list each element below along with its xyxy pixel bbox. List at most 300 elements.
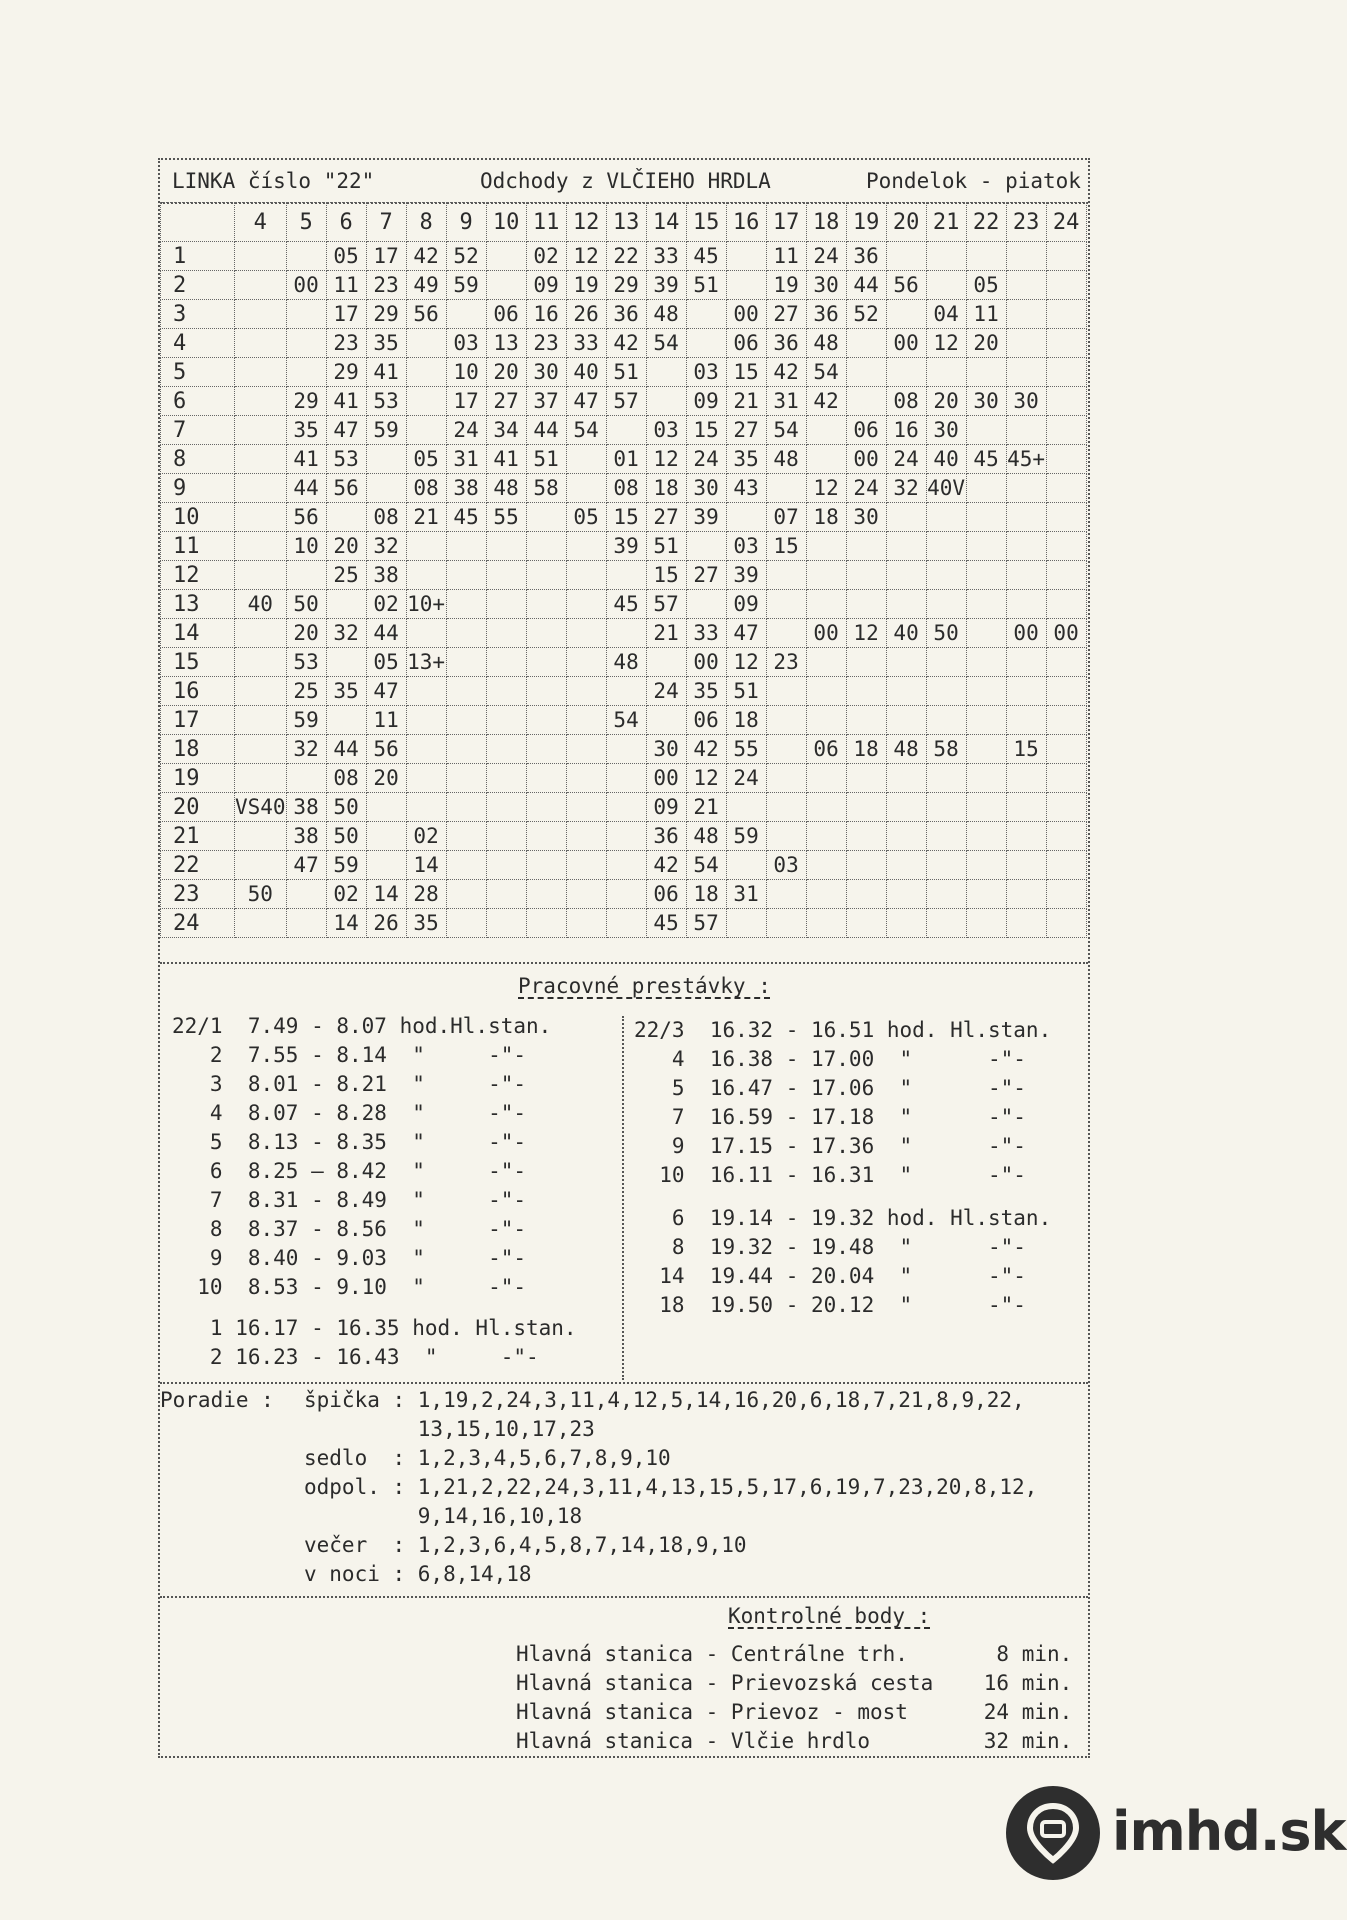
departure-cell [1006, 300, 1046, 329]
departure-cell: 05 [366, 648, 406, 677]
departure-cell: VS40 [235, 793, 287, 822]
row-number: 7 [161, 416, 235, 445]
order-line: v noci : 6,8,14,18 [304, 1562, 532, 1586]
departure-cell: 35 [326, 677, 366, 706]
table-row [161, 503, 1087, 532]
table-row [161, 532, 1087, 561]
row-number: 14 [161, 619, 235, 648]
departure-cell [446, 880, 486, 909]
departure-cell: 39 [726, 561, 766, 590]
departure-cell: 36 [846, 242, 886, 271]
break-line: 10 16.11 - 16.31 " -"- [634, 1163, 1026, 1187]
departure-cell [966, 851, 1006, 880]
departure-cell: 58 [526, 474, 566, 503]
order-line: sedlo : 1,2,3,4,5,6,7,8,9,10 [304, 1446, 671, 1470]
departure-cell [966, 474, 1006, 503]
departure-cell: 44 [366, 619, 406, 648]
departure-cell: 20 [326, 532, 366, 561]
departure-cell: 28 [406, 880, 446, 909]
departure-cell: 30 [526, 358, 566, 387]
departure-cell: 54 [766, 416, 806, 445]
departure-cell [846, 822, 886, 851]
departure-cell [646, 706, 686, 735]
departure-cell [606, 561, 646, 590]
departure-cell: 50 [326, 822, 366, 851]
departure-cell [446, 300, 486, 329]
departure-cell: 17 [366, 242, 406, 271]
departure-cell: 19 [766, 271, 806, 300]
departure-cell: 30 [926, 416, 966, 445]
departure-cell: 53 [326, 445, 366, 474]
departure-cell [566, 561, 606, 590]
hour-header: 17 [766, 203, 806, 242]
departure-cell: 48 [886, 735, 926, 764]
departure-cell: 48 [806, 329, 846, 358]
departure-cell [926, 532, 966, 561]
departure-cell [486, 706, 526, 735]
departure-cell [926, 503, 966, 532]
break-line: 8 19.32 - 19.48 " -"- [634, 1235, 1026, 1259]
break-line: 14 19.44 - 20.04 " -"- [634, 1264, 1026, 1288]
departure-cell: 02 [366, 590, 406, 619]
hour-header: 8 [406, 203, 446, 242]
departure-cell: 38 [286, 822, 326, 851]
departure-cell [486, 822, 526, 851]
departure-cell: 58 [926, 735, 966, 764]
departure-cell [926, 764, 966, 793]
departure-cell [406, 619, 446, 648]
row-number: 20 [161, 793, 235, 822]
departure-cell: 20 [366, 764, 406, 793]
table-row [161, 387, 1087, 416]
departure-cell: 24 [806, 242, 846, 271]
table-row [161, 474, 1087, 503]
departure-cell: 15 [766, 532, 806, 561]
departure-cell [726, 793, 766, 822]
departure-cell [286, 358, 326, 387]
departure-cell: 51 [686, 271, 726, 300]
departure-cell [235, 706, 287, 735]
departure-cell: 32 [366, 532, 406, 561]
departure-cell [926, 909, 966, 938]
departure-cell: 50 [326, 793, 366, 822]
departure-cell: 11 [326, 271, 366, 300]
departure-cell [886, 822, 926, 851]
departure-cell: 51 [646, 532, 686, 561]
departure-cell: 52 [846, 300, 886, 329]
hour-header: 12 [566, 203, 606, 242]
departure-cell [846, 880, 886, 909]
departure-cell: 06 [686, 706, 726, 735]
departure-cell: 54 [806, 358, 846, 387]
table-row [161, 358, 1087, 387]
table-row [161, 445, 1087, 474]
departure-cell [926, 880, 966, 909]
departure-cell: 19 [566, 271, 606, 300]
departure-cell: 00 [686, 648, 726, 677]
break-line: 6 19.14 - 19.32 hod. Hl.stan. [634, 1206, 1052, 1230]
departure-cell: 31 [766, 387, 806, 416]
departure-cell: 29 [286, 387, 326, 416]
departure-cell [526, 706, 566, 735]
departure-cell [1006, 416, 1046, 445]
row-number-header [161, 203, 235, 242]
departure-cell: 45 [686, 242, 726, 271]
departure-cell [1046, 474, 1086, 503]
departure-cell: 42 [646, 851, 686, 880]
departure-cell [1006, 532, 1046, 561]
departure-cell [1046, 648, 1086, 677]
departure-cell: 20 [486, 358, 526, 387]
departure-cell: 06 [486, 300, 526, 329]
departure-cell [446, 822, 486, 851]
departure-cell: 42 [606, 329, 646, 358]
departure-cell: 29 [606, 271, 646, 300]
departure-cell [486, 561, 526, 590]
departure-cell [846, 909, 886, 938]
departure-cell [1046, 358, 1086, 387]
departure-cell: 26 [366, 909, 406, 938]
departure-cell [606, 764, 646, 793]
departure-cell [966, 590, 1006, 619]
departure-cell: 09 [526, 271, 566, 300]
departure-cell [646, 358, 686, 387]
departure-cell: 56 [326, 474, 366, 503]
row-number: 13 [161, 590, 235, 619]
departure-cell [286, 242, 326, 271]
departure-cell: 16 [886, 416, 926, 445]
departure-cell [235, 735, 287, 764]
departure-cell: 10 [446, 358, 486, 387]
departure-cell [526, 561, 566, 590]
departure-cell [1046, 532, 1086, 561]
departure-cell [1046, 764, 1086, 793]
departure-cell: 14 [366, 880, 406, 909]
departure-cell: 23 [766, 648, 806, 677]
departure-cell [366, 474, 406, 503]
departure-cell: 35 [406, 909, 446, 938]
departure-cell: 24 [886, 445, 926, 474]
departure-cell [1046, 300, 1086, 329]
departure-cell [486, 793, 526, 822]
departure-cell: 25 [286, 677, 326, 706]
departure-cell: 59 [366, 416, 406, 445]
departure-cell [606, 619, 646, 648]
departure-cell [566, 590, 606, 619]
departure-cell [606, 416, 646, 445]
departure-cell: 36 [766, 329, 806, 358]
table-row [161, 851, 1087, 880]
departure-cell [1006, 271, 1046, 300]
departure-cell: 21 [646, 619, 686, 648]
break-line: 1 16.17 - 16.35 hod. Hl.stan. [172, 1316, 577, 1340]
row-number: 1 [161, 242, 235, 271]
departure-cell: 14 [406, 851, 446, 880]
departure-cell [486, 880, 526, 909]
departure-cell [446, 677, 486, 706]
departure-cell [886, 242, 926, 271]
departure-cell [235, 271, 287, 300]
departure-cell [966, 503, 1006, 532]
departure-cell [366, 445, 406, 474]
departure-cell [886, 300, 926, 329]
departure-cell [566, 851, 606, 880]
table-row [161, 329, 1087, 358]
departure-cell: 51 [526, 445, 566, 474]
departure-cell [886, 706, 926, 735]
departure-cell: 36 [806, 300, 846, 329]
departure-cell: 08 [366, 503, 406, 532]
days-label: Pondelok - piatok [866, 169, 1081, 193]
departure-cell [806, 445, 846, 474]
departure-cell: 00 [286, 271, 326, 300]
departure-cell [846, 677, 886, 706]
departure-cell: 54 [646, 329, 686, 358]
departure-cell: 51 [726, 677, 766, 706]
breaks-divider [622, 1016, 624, 1380]
departure-cell [406, 416, 446, 445]
row-number: 16 [161, 677, 235, 706]
departure-cell: 48 [766, 445, 806, 474]
departure-cell: 51 [606, 358, 646, 387]
departure-cell [1006, 677, 1046, 706]
departure-cell: 30 [846, 503, 886, 532]
departure-cell [526, 880, 566, 909]
departure-cell [966, 648, 1006, 677]
table-row [161, 793, 1087, 822]
departure-cell: 50 [286, 590, 326, 619]
departure-cell: 44 [326, 735, 366, 764]
departure-cell [846, 532, 886, 561]
departure-cell [806, 851, 846, 880]
departure-cell [926, 677, 966, 706]
departure-cell [235, 503, 287, 532]
departure-cell: 59 [286, 706, 326, 735]
departure-cell: 17 [446, 387, 486, 416]
departure-cell: 27 [486, 387, 526, 416]
departure-cell: 02 [406, 822, 446, 851]
departure-cell [766, 561, 806, 590]
departure-cell [1006, 793, 1046, 822]
departure-cell [686, 329, 726, 358]
departure-cell: 44 [846, 271, 886, 300]
break-line: 9 17.15 - 17.36 " -"- [634, 1134, 1026, 1158]
departure-cell: 15 [686, 416, 726, 445]
departure-cell [1006, 822, 1046, 851]
departure-cell [1046, 329, 1086, 358]
departure-cell [526, 503, 566, 532]
departure-cell [235, 300, 287, 329]
departure-cell: 00 [1046, 619, 1086, 648]
departure-cell: 09 [726, 590, 766, 619]
hour-header: 18 [806, 203, 846, 242]
departure-cell [566, 793, 606, 822]
departure-cell [286, 880, 326, 909]
departure-cell: 12 [926, 329, 966, 358]
departure-cell [235, 619, 287, 648]
departure-cell: 13+ [406, 648, 446, 677]
departure-cell: 03 [446, 329, 486, 358]
departure-cell [886, 503, 926, 532]
departure-cell [766, 764, 806, 793]
departure-cell: 05 [326, 242, 366, 271]
departure-cell: 42 [766, 358, 806, 387]
departure-cell [766, 706, 806, 735]
departure-cell [1006, 503, 1046, 532]
departure-cell [526, 619, 566, 648]
imhd-logo-icon [1006, 1786, 1100, 1880]
departure-cell: 24 [846, 474, 886, 503]
departure-cell [606, 851, 646, 880]
departure-cell: 00 [1006, 619, 1046, 648]
departure-cell [606, 735, 646, 764]
departure-cell: 12 [726, 648, 766, 677]
departure-cell: 42 [686, 735, 726, 764]
departure-cell [926, 561, 966, 590]
departure-cell [1046, 445, 1086, 474]
departure-cell [446, 851, 486, 880]
table-row [161, 880, 1087, 909]
hour-header: 21 [926, 203, 966, 242]
departure-cell: 45 [446, 503, 486, 532]
departure-cell [806, 648, 846, 677]
departure-cell [486, 677, 526, 706]
departure-cell [966, 764, 1006, 793]
order-line: 13,15,10,17,23 [304, 1417, 595, 1441]
departure-cell [526, 648, 566, 677]
departure-cell: 03 [766, 851, 806, 880]
departure-cell [966, 532, 1006, 561]
departure-cell [446, 793, 486, 822]
departure-cell: 23 [366, 271, 406, 300]
break-line: 22/1 7.49 - 8.07 hod.Hl.stan. [172, 1014, 552, 1038]
break-line: 2 16.23 - 16.43 " -"- [172, 1345, 539, 1369]
hour-header: 24 [1046, 203, 1086, 242]
departure-cell [846, 329, 886, 358]
departure-cell: 44 [526, 416, 566, 445]
breaks-section [160, 962, 1088, 1384]
departure-cell: 18 [846, 735, 886, 764]
row-number: 5 [161, 358, 235, 387]
departure-cell: 42 [406, 242, 446, 271]
departure-cell [235, 532, 287, 561]
table-row [161, 590, 1087, 619]
departure-cell [766, 619, 806, 648]
departure-cell: 23 [326, 329, 366, 358]
departure-cell [235, 445, 287, 474]
departure-cell: 42 [806, 387, 846, 416]
departure-cell [926, 242, 966, 271]
departure-cell: 24 [726, 764, 766, 793]
departure-cell [1046, 677, 1086, 706]
table-row [161, 706, 1087, 735]
departure-cell: 56 [886, 271, 926, 300]
departure-cell [486, 851, 526, 880]
table-row [161, 909, 1087, 938]
hour-header: 4 [235, 203, 287, 242]
break-line: 5 8.13 - 8.35 " -"- [172, 1130, 527, 1154]
order-label: Poradie : [160, 1388, 274, 1412]
order-line: špička : 1,19,2,24,3,11,4,12,5,14,16,20,6,18,7,21,8,9,22, [304, 1388, 1025, 1412]
table-row [161, 242, 1087, 271]
departure-cell: 11 [366, 706, 406, 735]
departure-cell: 15 [606, 503, 646, 532]
departure-cell [846, 358, 886, 387]
departure-cell [235, 358, 287, 387]
departure-cell [486, 648, 526, 677]
departure-cell: 39 [606, 532, 646, 561]
departure-cell: 49 [406, 271, 446, 300]
departure-cell [966, 358, 1006, 387]
departure-cell: 41 [326, 387, 366, 416]
departure-cell [686, 532, 726, 561]
departure-cell: 41 [486, 445, 526, 474]
departure-cell [235, 416, 287, 445]
departure-cell [766, 822, 806, 851]
checkpoint-line: Hlavná stanica - Vlčie hrdlo 32 min. [516, 1729, 1073, 1753]
departure-cell [286, 300, 326, 329]
departure-cell: 33 [566, 329, 606, 358]
departure-cell: 39 [646, 271, 686, 300]
departure-cell [566, 677, 606, 706]
departure-cell [526, 793, 566, 822]
departure-cell [1006, 648, 1046, 677]
departure-cell [235, 677, 287, 706]
departure-cell: 31 [446, 445, 486, 474]
hour-header: 19 [846, 203, 886, 242]
departure-cell: 57 [646, 590, 686, 619]
departure-cell: 54 [686, 851, 726, 880]
departure-cell: 47 [566, 387, 606, 416]
order-line: 9,14,16,10,18 [304, 1504, 583, 1528]
departure-cell: 38 [446, 474, 486, 503]
row-number: 19 [161, 764, 235, 793]
break-line: 5 16.47 - 17.06 " -"- [634, 1076, 1026, 1100]
departure-cell: 56 [406, 300, 446, 329]
departure-cell: 08 [326, 764, 366, 793]
departure-cell [406, 677, 446, 706]
departure-cell [1046, 822, 1086, 851]
breaks-right-column [634, 1016, 1051, 1320]
line-number: LINKA číslo "22" [172, 169, 375, 193]
departure-cell: 17 [326, 300, 366, 329]
departure-cell [406, 561, 446, 590]
departure-cell: 27 [686, 561, 726, 590]
departure-cell [366, 851, 406, 880]
table-row [161, 822, 1087, 851]
hour-header: 11 [526, 203, 566, 242]
departure-cell: 59 [326, 851, 366, 880]
departure-cell: 35 [366, 329, 406, 358]
departure-cell [566, 648, 606, 677]
departure-cell: 34 [486, 416, 526, 445]
departure-cell [886, 648, 926, 677]
departure-cell [926, 851, 966, 880]
departure-cell [486, 764, 526, 793]
departure-cell: 48 [686, 822, 726, 851]
departure-cell [486, 532, 526, 561]
departure-cell [406, 793, 446, 822]
departure-cell [806, 822, 846, 851]
departure-cell: 26 [566, 300, 606, 329]
departure-cell [806, 677, 846, 706]
checkpoint-line: Hlavná stanica - Prievoz - most 24 min. [516, 1700, 1073, 1724]
departure-cell [966, 242, 1006, 271]
departure-cell [406, 358, 446, 387]
departure-cell: 20 [926, 387, 966, 416]
departure-cell [235, 242, 287, 271]
departure-cell: 22 [606, 242, 646, 271]
